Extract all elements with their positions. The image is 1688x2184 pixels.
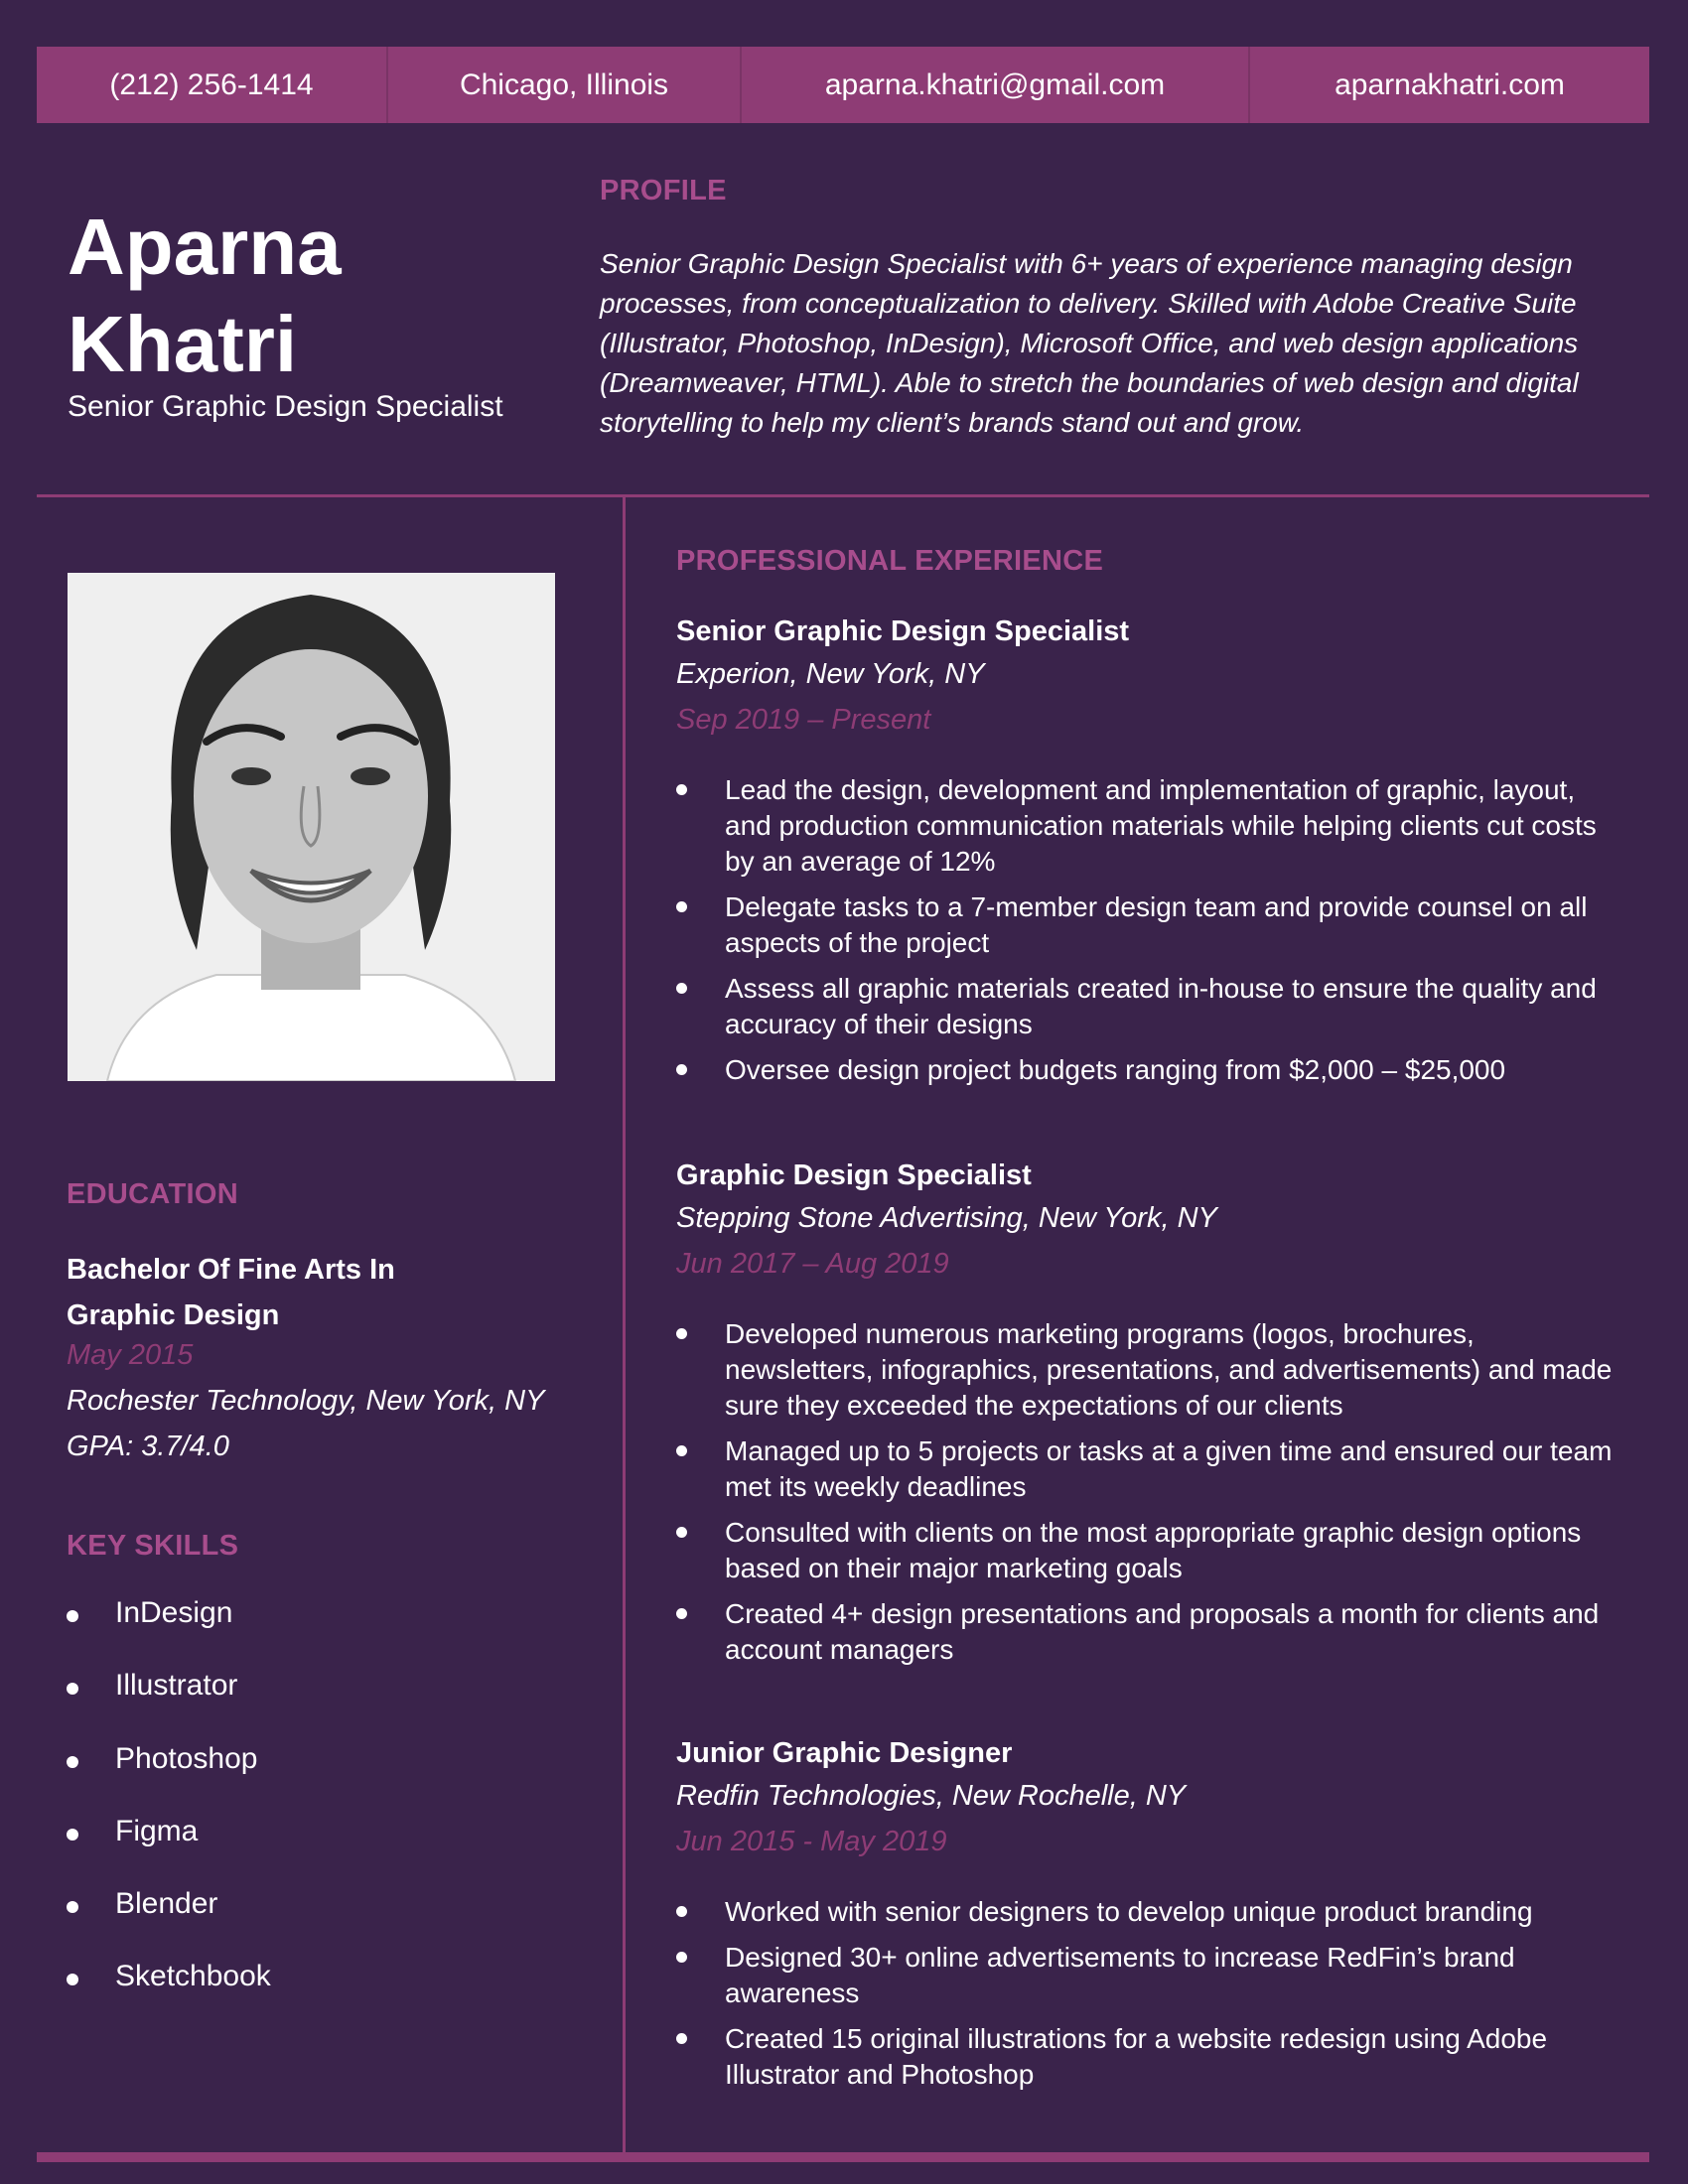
bullet-icon [676,784,687,795]
bullet-text: Oversee design project budgets ranging from $2,000 – $25,000 [725,1054,1506,1085]
list-item [67,1669,271,1741]
job-entry [676,1156,1619,1678]
bullet-icon [67,1901,78,1913]
job-bullets [676,772,1619,1088]
bullet-icon [676,1608,687,1619]
bullet-text: Created 15 original illustrations for a website redesign using Adobe Illustrator and Photoshop [725,2023,1548,2090]
bullet-icon [67,1610,78,1622]
education-degree: Bachelor Of Fine Arts In Graphic Design [67,1254,395,1331]
bullet-icon [676,901,687,912]
job-title: Junior Graphic Designer [676,1737,1013,1769]
candidate-name: Aparna Khatri [68,203,342,388]
job-title: Graphic Design Specialist [676,1160,1032,1191]
list-item [676,1316,1619,1424]
bullet-icon [67,1974,78,1985]
portrait-illustration [68,573,555,1081]
job-company: Experion, New York, NY [676,658,985,690]
profile-photo [68,573,555,1081]
skill-label: Illustrator [115,1669,238,1703]
list-item [676,1052,1619,1088]
bullet-text: Worked with senior designers to develop unique product branding [725,1896,1533,1927]
contact-bar [37,47,1649,123]
bullet-text: Managed up to 5 projects or tasks at a given time and ensured our team met its weekly deadlines [725,1435,1613,1502]
column-divider [623,496,626,2152]
list-item [676,1596,1619,1668]
bullet-icon [676,983,687,994]
bullet-icon [676,1064,687,1075]
list-item [676,772,1619,880]
job-entry [676,612,1619,1098]
bullet-icon [676,2033,687,2044]
contact-website[interactable]: aparnakhatri.com [1335,68,1565,101]
bullet-text: Developed numerous marketing programs (logos, brochures, newsletters, infographics, presentations, and advertisements) and made sure they exceeded the expectations of our clients [725,1318,1613,1421]
bullet-text: Consulted with clients on the most appropriate graphic design options based on their major marketing goals [725,1517,1582,1583]
education-heading: EDUCATION [67,1178,238,1210]
list-item [676,1433,1619,1505]
job-title: Senior Graphic Design Specialist [676,615,1130,647]
bullet-icon [676,1445,687,1456]
list-item [676,1940,1619,2011]
list-item [67,1960,271,2032]
job-entry [676,1733,1619,2103]
list-item [67,1815,271,1887]
bottom-divider [37,2152,1649,2162]
job-dates: Jun 2017 – Aug 2019 [676,1248,949,1280]
job-dates: Jun 2015 - May 2019 [676,1826,947,1857]
bullet-text: Delegate tasks to a 7-member design team and provide counsel on all aspects of the project [725,891,1588,958]
bullet-text: Created 4+ design presentations and proposals a month for clients and account managers [725,1598,1600,1665]
education-gpa: GPA: 3.7/4.0 [67,1431,229,1462]
profile-text: Senior Graphic Design Specialist with 6+ years of experience managing design processes, from conceptualization to delivery. Skilled with Adobe Creative Suite (Illustrator, Photoshop, InDesign), Microsoft Office, and web design applications (Dreamweaver, HTML). Able to stretch the boundaries of web design and digital storytelling to help my client’s brands stand out and grow. [600,248,1579,438]
bullet-icon [676,1527,687,1538]
skill-label: Sketchbook [115,1960,271,1993]
list-item [676,1894,1619,1930]
job-bullets [676,1894,1619,2093]
candidate-subtitle: Senior Graphic Design Specialist [68,390,503,423]
bullet-text: Assess all graphic materials created in-house to ensure the quality and accuracy of their designs [725,973,1597,1039]
list-item [67,1596,271,1669]
skill-label: InDesign [115,1596,233,1629]
job-dates: Sep 2019 – Present [676,704,931,736]
list-item [676,2021,1619,2093]
contact-location: Chicago, Illinois [388,47,742,123]
job-bullets [676,1316,1619,1668]
list-item [676,889,1619,961]
skills-list [67,1596,271,2033]
bullet-icon [676,1328,687,1339]
list-item [67,1887,271,1960]
job-company: Redfin Technologies, New Rochelle, NY [676,1780,1187,1812]
bullet-icon [67,1756,78,1768]
job-company: Stepping Stone Advertising, New York, NY [676,1202,1217,1234]
bullet-icon [676,1952,687,1963]
contact-phone: (212) 256-1414 [37,47,388,123]
profile-heading: PROFILE [600,175,727,206]
skill-label: Blender [115,1887,218,1921]
bullet-text: Lead the design, development and implementation of graphic, layout, and production communication materials while helping clients cut costs by an average of 12% [725,774,1597,877]
experience-heading: PROFESSIONAL EXPERIENCE [676,545,1104,577]
list-item [676,1515,1619,1586]
education-date: May 2015 [67,1339,194,1371]
bullet-text: Designed 30+ online advertisements to increase RedFin’s brand awareness [725,1942,1515,2008]
list-item [676,971,1619,1042]
top-divider [37,494,1649,497]
skill-label: Figma [115,1814,199,1847]
contact-email[interactable]: aparna.khatri@gmail.com [742,47,1250,123]
bullet-icon [67,1829,78,1841]
bullet-icon [676,1906,687,1917]
education-school: Rochester Technology, New York, NY [67,1385,545,1417]
list-item [67,1742,271,1815]
skill-label: Photoshop [115,1741,258,1775]
bullet-icon [67,1683,78,1695]
skills-heading: KEY SKILLS [67,1530,239,1562]
